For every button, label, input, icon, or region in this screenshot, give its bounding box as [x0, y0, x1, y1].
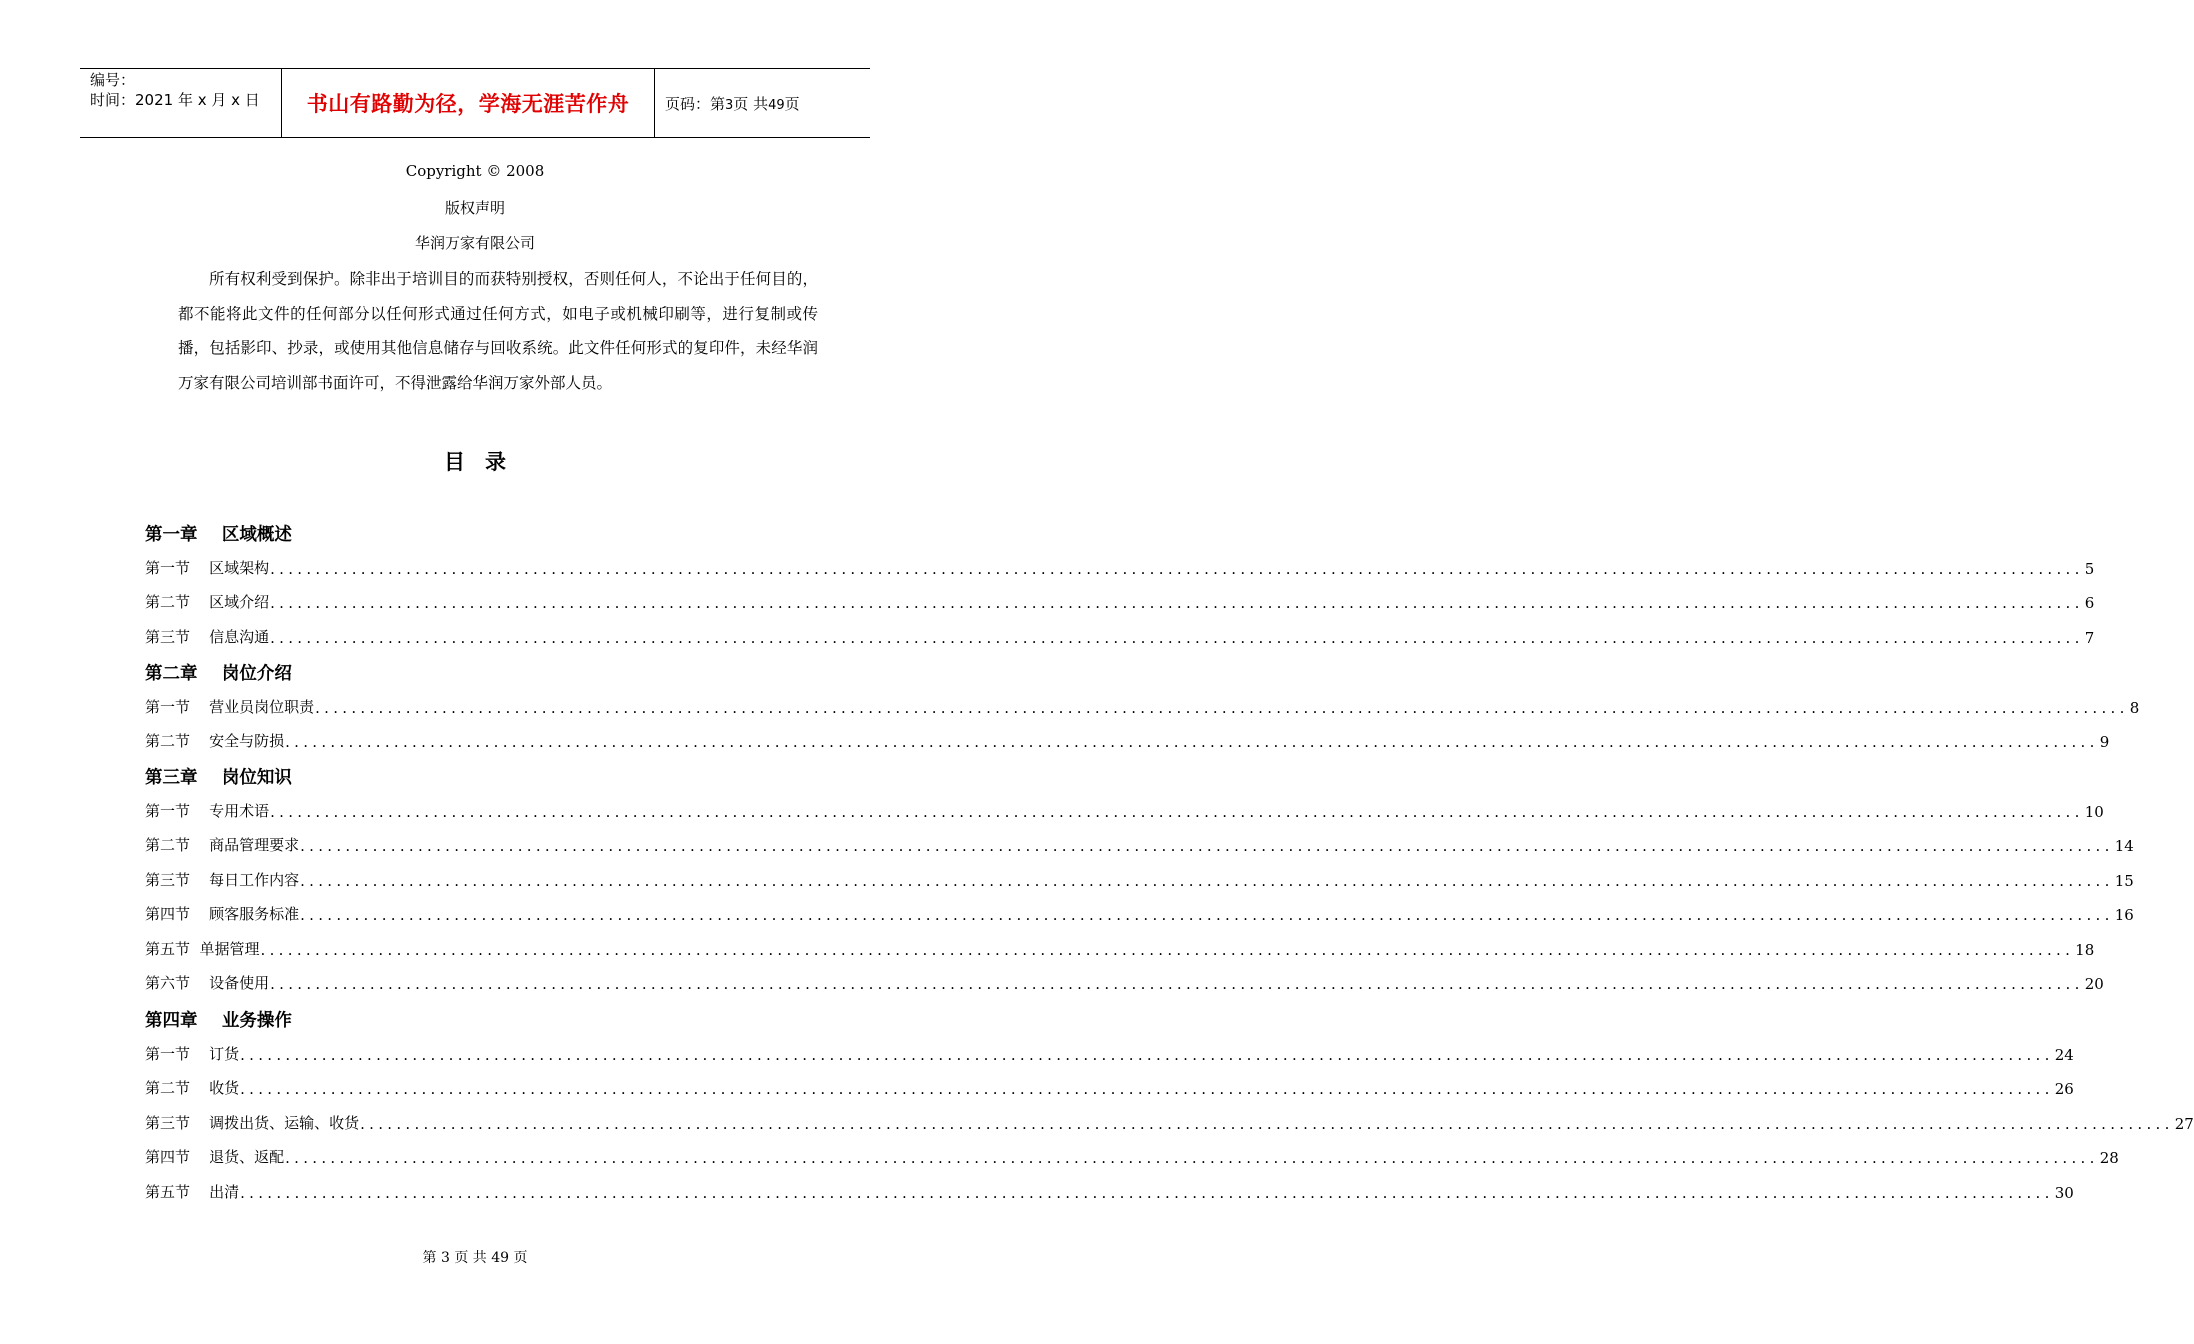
- toc-entry-page: 18: [2075, 940, 2095, 959]
- toc-entry[interactable]: [145, 870, 2134, 890]
- header-page-total: 49: [768, 97, 785, 113]
- document-header: [80, 68, 870, 138]
- footer-page-current: 3: [440, 1250, 450, 1266]
- toc-leader-dots: ........................................................................................................................................................................................................: [300, 837, 2114, 856]
- header-motto-cell: [282, 69, 655, 137]
- toc-entry-label: 第二节 区域介绍: [145, 593, 270, 612]
- toc-leader-dots: ........................................................................................................................................................................................................: [260, 940, 2075, 959]
- company-name: 华润万家有限公司: [414, 234, 535, 252]
- toc-leader-dots: ........................................................................................................................................................................................................: [300, 871, 2114, 890]
- header-page-prefix: 页码：第: [665, 94, 726, 113]
- toc-entry-page: 30: [2054, 1183, 2074, 1202]
- toc-entry-page: 5: [2084, 560, 2095, 578]
- header-page-current: 3: [725, 97, 734, 113]
- toc-entry-label: 第五节 单据管理: [145, 939, 260, 958]
- toc-entry-label: 第六节 设备使用: [145, 974, 270, 992]
- header-meta-cell: [80, 69, 282, 137]
- footer-suffix: 页: [513, 1250, 528, 1266]
- toc-chapter[interactable]: 第二章 岗位介绍: [145, 664, 292, 684]
- toc-entry-label: 第二节 收货: [145, 1079, 240, 1098]
- toc-leader-dots: ........................................................................................................................................................................................................: [360, 1114, 2174, 1133]
- toc-entry[interactable]: [145, 939, 2095, 959]
- toc-entry-page: 8: [2129, 699, 2140, 717]
- toc-entry[interactable]: [145, 1147, 2119, 1168]
- header-page-suffix: 页: [784, 94, 800, 113]
- toc-entry-page: 16: [2114, 906, 2134, 925]
- toc-entry-page: 15: [2114, 871, 2134, 890]
- toc-chapter[interactable]: 第三章 岗位知识: [145, 768, 292, 788]
- toc-chapter[interactable]: 第四章 业务操作: [145, 1011, 292, 1031]
- toc-leader-dots: ........................................................................................................................................................................................................: [315, 699, 2129, 717]
- toc-entry[interactable]: [145, 1182, 2074, 1202]
- toc-entry-label: 第四节 顾客服务标准: [145, 905, 300, 924]
- copyright-title: 版权声明: [444, 199, 505, 217]
- document-date: 时间：2021 年 x 月 x 日: [90, 91, 260, 109]
- toc-entry-label: 第三节 信息沟通: [145, 627, 270, 646]
- footer-mid: 页 共: [454, 1250, 487, 1266]
- toc-entry[interactable]: [145, 558, 2095, 578]
- header-motto: 书山有路勤为径，学海无涯苦作舟: [306, 92, 630, 116]
- toc-entry[interactable]: [145, 592, 2095, 613]
- toc-entry[interactable]: [145, 697, 2140, 717]
- toc-leader-dots: ........................................................................................................................................................................................................: [270, 975, 2084, 993]
- toc-entry[interactable]: [145, 904, 2134, 925]
- toc-leader-dots: ........................................................................................................................................................................................................: [270, 594, 2084, 613]
- toc-entry[interactable]: [145, 1044, 2074, 1064]
- toc-entry-label: 第一节 区域架构: [145, 559, 270, 577]
- toc-entry[interactable]: [145, 973, 2104, 993]
- toc-leader-dots: ........................................................................................................................................................................................................: [270, 560, 2084, 578]
- toc-chapter[interactable]: 第一章 区域概述: [145, 525, 292, 545]
- toc-leader-dots: ........................................................................................................................................................................................................: [270, 628, 2084, 647]
- toc-entry[interactable]: [145, 1078, 2074, 1099]
- toc-entry-label: 第一节 订货: [145, 1045, 240, 1063]
- toc-entry-page: 9: [2099, 733, 2110, 752]
- header-page-cell: [655, 69, 870, 137]
- toc-entry-page: 20: [2084, 975, 2104, 993]
- toc-leader-dots: ........................................................................................................................................................................................................: [285, 733, 2099, 752]
- toc-entry-label: 第二节 商品管理要求: [145, 836, 300, 855]
- toc-entry[interactable]: [145, 731, 2110, 752]
- header-page-mid: 页 共: [733, 94, 769, 113]
- toc-leader-dots: ........................................................................................................................................................................................................: [240, 1080, 2054, 1099]
- toc-entry[interactable]: [145, 1113, 2194, 1133]
- toc-entry-label: 第三节 调拨出货、运输、收货: [145, 1113, 360, 1132]
- toc-entry-page: 24: [2054, 1046, 2074, 1064]
- toc-entry-page: 27: [2174, 1114, 2194, 1133]
- toc-entry-page: 14: [2114, 837, 2134, 856]
- toc-entry-page: 26: [2054, 1080, 2074, 1099]
- copyright-line: Copyright © 2008: [405, 162, 545, 180]
- toc-entry-page: 28: [2099, 1149, 2119, 1168]
- page-footer: [0, 1247, 950, 1267]
- toc-entry[interactable]: [145, 801, 2104, 821]
- toc-entry[interactable]: [145, 835, 2134, 856]
- toc-entry-label: 第二节 安全与防损: [145, 732, 285, 751]
- toc-entry-label: 第三节 每日工作内容: [145, 870, 300, 889]
- toc-leader-dots: ........................................................................................................................................................................................................: [285, 1149, 2099, 1168]
- header-page-info: [665, 93, 800, 114]
- toc-entry-page: 10: [2084, 803, 2104, 821]
- toc-entry[interactable]: [145, 627, 2095, 647]
- toc-leader-dots: ........................................................................................................................................................................................................: [270, 803, 2084, 821]
- toc-entry-page: 6: [2084, 594, 2095, 613]
- toc-title: 目录: [444, 450, 526, 474]
- footer-page-total: 49: [491, 1250, 510, 1266]
- toc-entry-label: 第四节 退货、返配: [145, 1148, 285, 1167]
- copyright-paragraph: 所有权利受到保护。除非出于培训目的而获特别授权，否则任何人，不论出于任何目的，都不能将此文件的任何部分以任何形式通过任何方式，如电子或机械印刷等，进行复制或传播，包括影印、抄录，或使用其他信息储存与回收系统。此文件任何形式的复印件，未经华润万家有限公司培训部书面许可，不得泄露给华润万家外部人员。: [178, 270, 818, 392]
- footer-prefix: 第: [422, 1250, 437, 1266]
- document-number-label: 编号：: [90, 71, 136, 89]
- toc-entry-label: 第五节 出清: [145, 1182, 240, 1201]
- toc-leader-dots: ........................................................................................................................................................................................................: [240, 1046, 2054, 1064]
- toc-leader-dots: ........................................................................................................................................................................................................: [300, 906, 2114, 925]
- toc-entry-label: 第一节 专用术语: [145, 802, 270, 820]
- toc-entry-label: 第一节 营业员岗位职责: [145, 698, 315, 716]
- toc-leader-dots: ........................................................................................................................................................................................................: [240, 1183, 2054, 1202]
- toc-entry-page: 7: [2084, 628, 2095, 647]
